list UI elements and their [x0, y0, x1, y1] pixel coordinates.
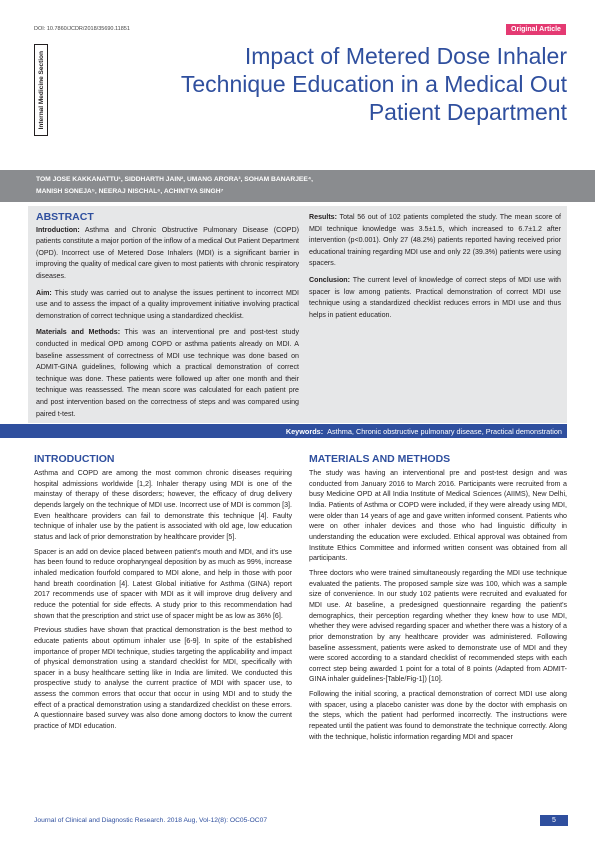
left-body-column	[34, 452, 292, 736]
abstract-results	[309, 212, 561, 270]
abstract-left-column	[36, 206, 299, 425]
abstract-intro-text: Asthma and Chronic Obstructive Pulmonary Disease (COPD) patients constitute a major portion of the inflow of a medical Out Patient Department (OPD). Incorrect use of Metered Dose Inhalers (MDI) is a significant barrier in improving the quality of medical care given to most patients with chronic respiratory diseases.	[36, 225, 300, 280]
abstract-heading: ABSTRACT	[36, 211, 94, 223]
abstract-methods-label: Materials and Methods:	[36, 328, 121, 337]
abstract-introduction	[36, 225, 299, 283]
methods-paragraph-1: The study was having an interventional pre and post-test design and was conducted from January 2016 to March 2016. Participants were recruited from a busy Medicine OPD at All India Institute of Medical Sciences (AIIMS), New Delhi, India. Patients of Asthma or COPD were included, if they were already using MDI, were older than 14 years of age and gave written informed consent. Patients who were on other inhaler devices and those who had linguistic difficulty in understanding the education were excluded. Ethical approval was obtained from Institute Ethics Committee and informed written consent was obtained from all participants.	[309, 469, 567, 563]
abstract-conclusion	[309, 275, 561, 321]
page-number: 5	[540, 815, 568, 826]
abstract-aim-text: This study was carried out to analyse the issues pertinent to incorrect MDI use and to assess the impact of a quality improvement initiative involving practical demonstration of correct technique using a standardized checklist.	[36, 288, 299, 320]
introduction-paragraph-2: Spacer is an add on device placed between patient's mouth and MDI, and it's use has been found to reduce oropharyngeal deposition by as much as 99%, increase inhaled medication fourfold compared to MDI alone, and help in those with poor hand breath coordination [4]. Latest Global initiative for Asthma (GINA) report 2017 recommends use of spacer with MDI as it will improve drug delivery and reduce the potential for side effects. A study prior to this recommendation had shown that the prescription and strict use of spacer might be as low as 36% [6].	[34, 547, 292, 620]
abstract-results-text: Total 56 out of 102 patients completed the study. The mean score of MDI technique knowledge was 3.5±1.5, which increased to 6.7±1.2 after intervention (p<0.001). Only 27 (48.2%) patients reported having received prior educational training regarding MDI use and only 22 (39.3%) patients were using spacers.	[309, 213, 561, 268]
doi-text: DOI: 10.7860/JCDR/2018/35690.11851	[34, 26, 130, 32]
introduction-heading: INTRODUCTION	[34, 453, 115, 465]
author-band	[0, 170, 595, 202]
author-line-2: MANISH SONEJA⁵, NEERAJ NISCHAL⁶, ACHINTYA SINGH⁷	[36, 188, 224, 195]
keywords-label: Keywords:	[285, 426, 324, 436]
introduction-paragraph-3: Previous studies have shown that practical demonstration is the best method to educate patients about optimum inhaler use [6-9]. In spite of the established importance of proper MDI technique, studies targeting the applicability and impact of physical demonstration using a standard checklist for MDI, specifically with spacer in a busy healthcare setting like in India are limited. We conducted this prospective study to analyse the current practice of MDI with spacer use, to assess the common errors that occur that occur in using MDI and to study the effect of a practical demonstration using a standardized checklist on these errors. A questionnaire based survey was also done among doctors to know the current practice of MDI education.	[34, 626, 292, 731]
abstract-intro-label: Introduction:	[36, 225, 80, 234]
article-title: Impact of Metered Dose Inhaler Technique Education in a Medical Out Patient Department	[180, 43, 567, 125]
abstract-methods	[36, 327, 299, 420]
abstract-box	[28, 206, 567, 423]
right-body-column	[309, 452, 567, 746]
methods-paragraph-3: Following the initial scoring, a practical demonstration of correct MDI use along with spacer, using a placebo canister was done by the doctor with emphasis on the steps, which the patient had performed incorrectly. The instructions were repeated until the patient was found to demonstrate the technique correctly. Along with the technique, holistic information regarding MDI and spacer	[309, 690, 567, 741]
abstract-methods-text: This was an interventional pre and post-test study conducted in medical OPD among COPD or asthma patients already on MDI. A baseline assessment of correctness of MDI use technique was done based on ADMIT-GINA guidelines, following which a practical demonstration of correct technique was done. These patients were followed up after one month and their technique was reassessed. The mean score was calculated for each patient pre and post intervention based on the correctness of steps and was compared using paired t-test.	[36, 328, 299, 418]
abstract-results-label: Results:	[309, 213, 337, 221]
journal-footer: Journal of Clinical and Diagnostic Research. 2018 Aug, Vol-12(8): OC05-OC07	[34, 817, 268, 824]
article-type-badge: Original Article	[506, 24, 566, 35]
methods-paragraph-2: Three doctors who were trained simultaneously regarding the MDI use technique evaluated the patients. The proposed sample size was 100, which was a sample size of convenience. In our study 102 patients were recruited and evaluated for MDI use. At baseline, a predesigned questionnaire regarding the patient's demographics, their perception regarding whether they knew how to use MDI, whether they were advised regarding spacer and whether there was a history of a prior demonstration by any healthcare provider was administered. Following baseline assessment, patients were asked to demonstrate use of MDI and they were scored according to a standard checklist of recommended steps with each correct step being awarded 1 point for a total of 8 points (Adapted from ADMIT-GINA inhaler guidelines-[Table/Fig-1]) [10].	[309, 568, 567, 684]
abstract-conclusion-label: Conclusion:	[309, 275, 350, 284]
author-line-1: TOM JOSE KAKKANATTU¹, SIDDHARTH JAIN², UMANG ARORA³, SOHAM BANARJEE⁴,	[36, 176, 314, 183]
abstract-aim-label: Aim:	[36, 288, 52, 297]
introduction-paragraph-1: Asthma and COPD are among the most common chronic diseases requiring hospital admissions worldwide [1,2]. Inhaler therapy using MDI is one of the mainstay of therapy of these disorders; however, the efficacy of drug delivery depends largely on the technique of MDI use. Incorrect use of MDI is common [3]. Even healthcare providers can fail to demonstrate this technique [4]. Faulty technique of inhaler use by the patient is associated with old age, low education status and lack of prior demonstration by healthcare provider [5].	[34, 469, 292, 541]
abstract-right-column	[309, 212, 561, 326]
keywords-text: Asthma, Chronic obstructive pulmonary disease, Practical demonstration	[327, 426, 562, 436]
methods-heading: MATERIALS AND METHODS	[309, 453, 451, 465]
abstract-aim	[36, 288, 299, 323]
abstract-conclusion-text: The current level of knowledge of correct steps of MDI use with spacer is low among patients. Practical demonstration of correct MDI use technique using a standardized checklist reduces errors in MDI use and thus helps in patient education.	[309, 275, 561, 319]
section-label-text: Internal Medicine Section	[37, 50, 45, 130]
section-label	[34, 44, 48, 136]
keywords-bar	[0, 424, 567, 438]
